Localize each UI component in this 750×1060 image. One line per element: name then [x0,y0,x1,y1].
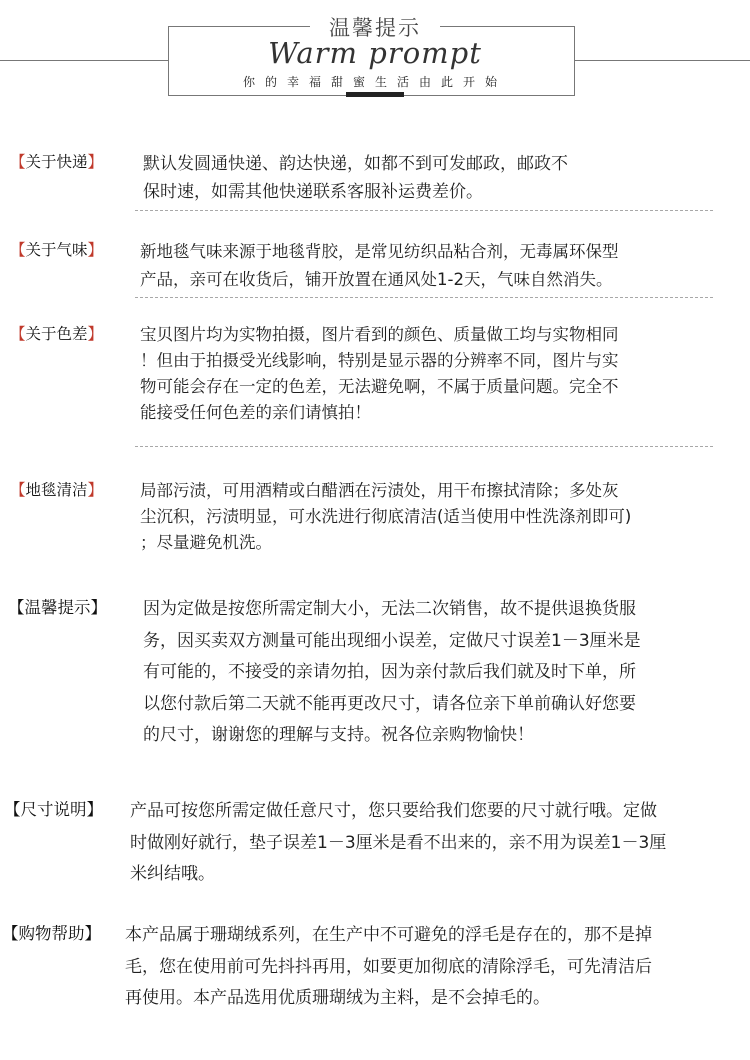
section-label: 【温馨提示】 [8,598,107,617]
body-line: 的尺寸，谢谢您的理解与支持。祝各位亲购物愉快！ [143,725,534,745]
body-line: 尘沉积，污渍明显，可水洗进行彻底清洁(适当使用中性洗涤剂即可) [140,507,632,526]
section-body [140,322,619,426]
body-line: 务，因买卖双方测量可能出现细小误差，定做尺寸误差1－3厘米是 [143,630,641,651]
body-line: 产品，亲可在收货后，铺开放置在通风处1-2天，气味自然消失。 [140,270,613,289]
body-line: 新地毯气味来源于地毯背胶，是常见纺织品粘合剂，无毒属环保型 [140,242,619,261]
body-line: 局部污渍，可用酒精或白醋洒在污渍处，用干布擦拭清除；多处灰 [140,481,619,500]
body-line: 以您付款后第二天就不能再更改尺寸，请各位亲下单前确认好您要 [143,693,636,714]
section-body [143,150,568,206]
body-line: 宝贝图片均为实物拍摄，图片看到的颜色、质量做工均与实物相同 [140,325,619,344]
body-line: 默认发圆通快递、韵达快递，如都不到可发邮政，邮政不 [143,154,568,174]
section-label: 【尺寸说明】 [4,800,103,819]
body-line: 物可能会存在一定的色差，无法避免啊，不属于质量问题。完全不 [140,377,619,396]
section-body [143,594,641,752]
header-accent-bar [346,92,404,97]
body-line: ；尽量避免机洗。 [140,533,272,552]
section-body [140,478,631,556]
body-line: 产品可按您所需定做任意尺寸，您只要给我们您要的尺寸就行哦。定做 [130,801,657,821]
section-body [140,238,619,294]
header-slogan: 你的幸福甜蜜生活由此开始 [242,75,507,89]
section-label: 【地毯清洁】 [10,481,104,499]
header-title-cn: 温馨提示 [329,16,421,40]
body-line: 有可能的，不接受的亲请勿拍，因为亲付款后我们就及时下单，所 [143,662,636,682]
body-line: 米纠结哦。 [130,864,215,884]
body-line: ！但由于拍摄受光线影响，特别是显示器的分辨率不同，图片与实 [140,351,619,370]
section-divider [135,297,713,298]
body-line: 能接受任何色差的亲们请慎拍！ [140,403,371,422]
section-label: 【关于色差】 [10,325,104,343]
section-label: 【购物帮助】 [2,924,101,943]
section-body [130,796,666,891]
section-label: 【关于快递】 [10,153,104,171]
body-line: 再使用。本产品选用优质珊瑚绒为主料，是不会掉毛的。 [125,988,550,1008]
section-label: 【关于气味】 [10,241,104,259]
body-line: 本产品属于珊瑚绒系列，在生产中不可避免的浮毛是存在的，那不是掉 [125,925,652,945]
section-divider [135,210,713,211]
section-divider [135,446,713,447]
body-line: 时做刚好就行，垫子误差1－3厘米是看不出来的，亲不用为误差1－3厘 [130,832,667,853]
body-line: 因为定做是按您所需定制大小，无法二次销售，故不提供退换货服 [143,599,636,619]
section-body [125,920,652,1015]
header-title-en: Warm prompt [268,36,482,70]
body-line: 保时速，如需其他快递联系客服补运费差价。 [143,182,483,202]
body-line: 毛，您在使用前可先抖抖再用，如要更加彻底的清除浮毛，可先清洁后 [125,956,652,977]
